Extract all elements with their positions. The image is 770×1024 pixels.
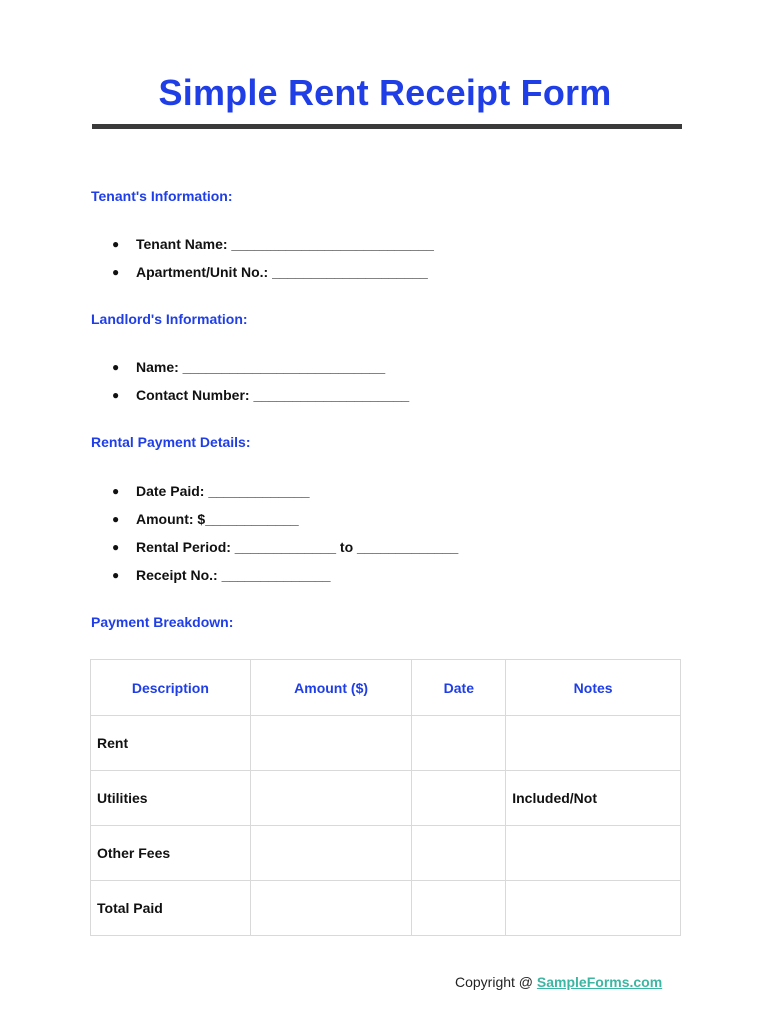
table-cell: Utilities [91,771,251,826]
payment-details-list [112,482,458,594]
list-item: ● Apartment/Unit No.: ____________________ [112,264,428,280]
table-cell[interactable] [250,716,412,771]
table-row [91,881,681,936]
table-cell[interactable] [412,826,506,881]
table-cell: Total Paid [91,881,251,936]
table-cell[interactable] [412,716,506,771]
bullet-icon: ● [112,484,120,498]
brand-link[interactable]: SampleForms.com [536,974,663,990]
tenant-section-heading: Tenant's Information: [91,188,233,204]
bullet-icon: ● [112,512,120,526]
list-item: ● Tenant Name: __________________________ [112,236,434,252]
copyright-footer [455,974,662,990]
column-header-description: Description [91,660,251,716]
bullet-icon: ● [112,360,120,374]
bullet-icon: ● [112,540,120,554]
landlord-info-list [112,358,409,414]
list-item: ● Amount: $____________ [112,511,299,527]
bullet-icon: ● [112,237,120,251]
table-cell[interactable] [506,826,681,881]
landlord-section-heading: Landlord's Information: [91,311,248,327]
payment-breakdown-heading: Payment Breakdown: [91,614,234,630]
table-cell[interactable]: Included/Not [506,771,681,826]
table-row [91,826,681,881]
column-header-date: Date [412,660,506,716]
column-header-notes: Notes [506,660,681,716]
list-item: ● Receipt No.: ______________ [112,567,331,583]
list-item: ● Date Paid: _____________ [112,483,310,499]
table-cell[interactable] [250,881,412,936]
payment-details-heading: Rental Payment Details: [91,434,251,450]
table-cell: Other Fees [91,826,251,881]
page-title: Simple Rent Receipt Form [158,72,612,113]
table-cell: Rent [91,716,251,771]
list-item: ● Contact Number: ____________________ [112,387,410,403]
copyright-text: Copyright @ [455,974,537,990]
list-item: ● Rental Period: _____________ to _____________ [112,539,459,555]
table-cell[interactable] [412,771,506,826]
bullet-icon: ● [112,265,120,279]
table-row [91,771,681,826]
column-header-amount: Amount ($) [250,660,412,716]
bullet-icon: ● [112,388,120,402]
list-item: ● Name: __________________________ [112,359,386,375]
table-cell[interactable] [250,771,412,826]
table-row [91,716,681,771]
table-cell[interactable] [250,826,412,881]
table-cell[interactable] [412,881,506,936]
table-header-row [91,660,681,716]
tenant-info-list [112,235,434,291]
table-cell[interactable] [506,716,681,771]
payment-breakdown-table [90,659,681,936]
title-divider [92,124,682,129]
bullet-icon: ● [112,568,120,582]
table-cell[interactable] [506,881,681,936]
